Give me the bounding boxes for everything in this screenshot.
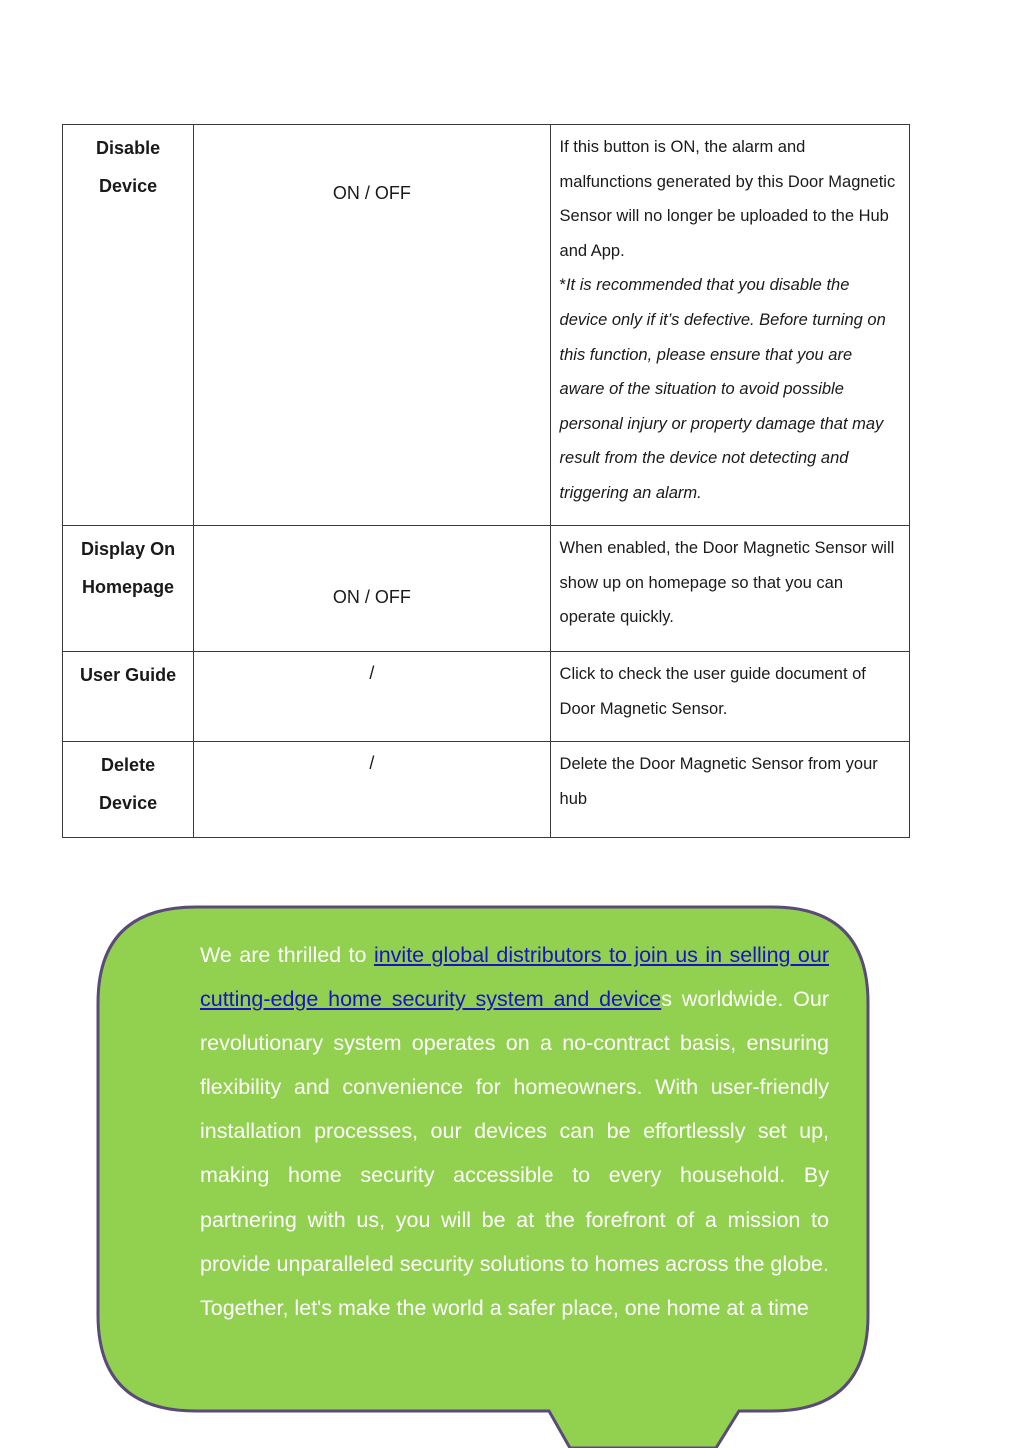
distributor-invite-link[interactable]: invite global distributors to join us in selling our cutting-edge home security system and device (200, 943, 829, 1012)
setting-description: Delete the Door Magnetic Sensor from your hub (559, 755, 878, 808)
setting-description-cell (550, 526, 909, 652)
table-row-disable-device (63, 125, 910, 526)
setting-name-cell (63, 742, 194, 838)
setting-warning-note: It is recommended that you disable the device only if it’s defective. Before turning on this function, please ensure that you are aware of the situation to avoid possible personal injury or property damage that may result from the device not detecting and triggering an alarm. (559, 276, 886, 502)
note-asterisk: * (559, 276, 566, 295)
setting-description-cell (550, 125, 909, 526)
promo-paragraph (200, 933, 829, 1330)
promo-speech-bubble (96, 905, 872, 1448)
slash-value: / (369, 663, 375, 683)
setting-name-cell (63, 652, 194, 742)
setting-description: Click to check the user guide document of Door Magnetic Sensor. (559, 665, 866, 718)
setting-value-cell (194, 742, 550, 838)
setting-description-cell (550, 652, 909, 742)
table-row-user-guide (63, 652, 910, 742)
setting-value-cell (194, 652, 550, 742)
setting-name-cell (63, 125, 194, 526)
setting-value-cell (194, 526, 550, 652)
promo-intro: We are thrilled to (200, 943, 374, 967)
setting-value-cell (194, 125, 550, 526)
on-off-value: ON / OFF (332, 587, 411, 607)
setting-name-line: User Guide (80, 665, 177, 685)
setting-name-line: Disable (96, 138, 161, 158)
slash-value: / (369, 753, 375, 773)
setting-name-cell (63, 526, 194, 652)
on-off-value: ON / OFF (332, 183, 411, 203)
setting-name-line: Device (99, 793, 158, 813)
setting-name-line: Homepage (82, 577, 175, 597)
promo-body: s worldwide. Our revolutionary system operates on a no-contract basis, ensuring flexibility and convenience for homeowners. With user-friendly installation processes, our devices can be effortlessly set up, making home security accessible to every household. By partnering with us, you will be at the forefront of a mission to provide unparalleled security solutions to homes across the globe. Together, let's make the world a safer place, one home at a time (200, 987, 830, 1320)
setting-name-line: Delete (101, 755, 156, 775)
setting-description: If this button is ON, the alarm and malfunctions generated by this Door Magnetic Sensor will no longer be uploaded to the Hub and App. (559, 138, 896, 260)
table-row-display-on-homepage (63, 526, 910, 652)
settings-table (62, 124, 910, 838)
setting-name-line: Device (99, 176, 158, 196)
setting-description: When enabled, the Door Magnetic Sensor will show up on homepage so that you can operate quickly. (559, 539, 895, 627)
table-row-delete-device (63, 742, 910, 838)
setting-name-line: Display On (81, 539, 176, 559)
setting-description-cell (550, 742, 909, 838)
